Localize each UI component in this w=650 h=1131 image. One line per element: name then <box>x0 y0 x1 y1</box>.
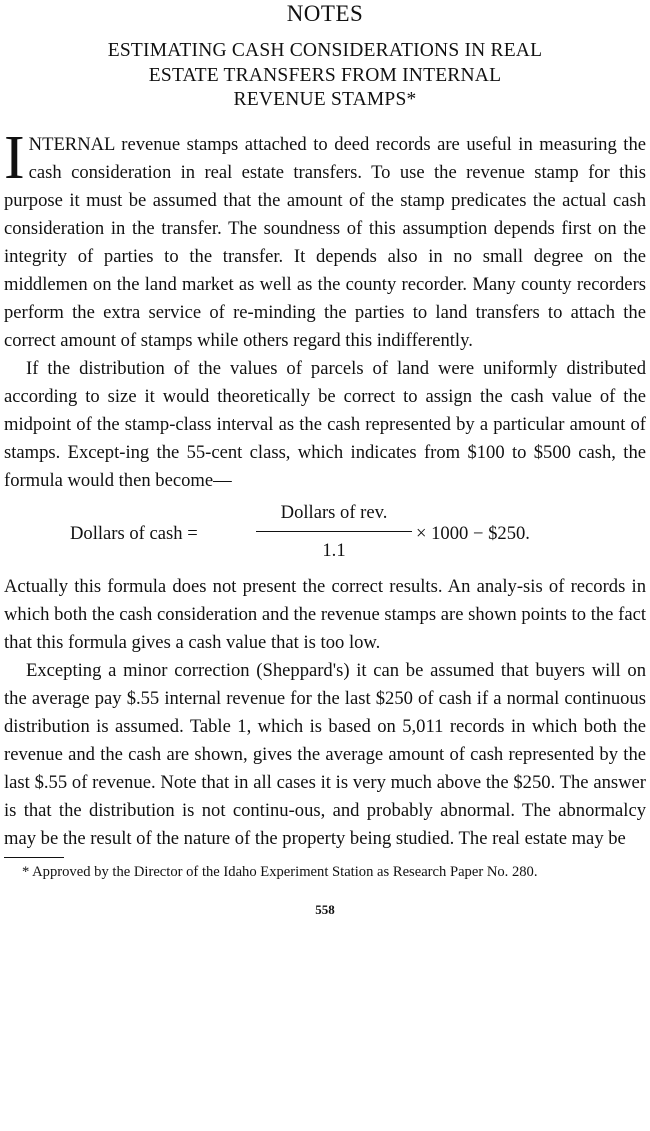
footnote-divider <box>4 857 64 858</box>
paragraph-4: Excepting a minor correction (Sheppard's) it can be assumed that buyers will on the average pay $.55 internal revenue for the last $250 of cash if a normal continuous distribution is assumed. Table 1, which is based on 5,011 records in which both the revenue and the cash are shown, gives the average amount of cash represented by the last $.55 of revenue. Note that in all cases it is very much above the $250. The answer is that the distribution is not continu-ous, and probably abnormal. The abnormalcy may be the result of the nature of the property being studied. The real estate may be <box>4 659 646 849</box>
article-title-line-1: ESTIMATING CASH CONSIDERATIONS IN REAL <box>107 40 543 61</box>
section-heading: NOTES <box>286 1 364 26</box>
drop-cap: I <box>4 123 25 192</box>
formula-lhs: Dollars of cash = <box>70 522 198 544</box>
paragraph-1 <box>4 123 646 355</box>
paragraph-1-text: NTERNAL revenue stamps attached to deed records are useful in measuring the cash consideration in real estate transfers. To use the revenue stamp for this purpose it must be assumed that the amount of the stamp predicates the actual cash consideration in the transfer. The soundness of this assumption depends first on the integrity of parties to the transfer. It depends also in no small degree on the middlemen on the land market as well as the county recorder. Many county recorders perform the extra service of re-minding the parties to land transfers to attach the correct amount of stamps while others regard this indifferently. <box>4 133 646 351</box>
footnote: * Approved by the Director of the Idaho Experiment Station as Research Paper No. 280. <box>22 863 538 880</box>
page-number: 558 <box>315 901 335 917</box>
article-title <box>4 39 646 113</box>
article-title-line-2: ESTATE TRANSFERS FROM INTERNAL <box>148 64 502 86</box>
article-title-line-3: REVENUE STAMPS* <box>233 89 417 110</box>
formula-denominator: 1.1 <box>322 539 346 561</box>
page <box>4 0 646 918</box>
formula-rhs: × 1000 − $250. <box>416 522 530 544</box>
fraction-bar <box>256 531 412 532</box>
formula-numerator: Dollars of rev. <box>280 501 388 523</box>
formula-fraction <box>256 499 412 564</box>
paragraph-2: If the distribution of the values of parcels of land were uniformly distributed according to size it would theoretically be correct to assign the cash value of the midpoint of the stamp-class interval as the cash represented by a particular amount of stamps. Except-ing the 55-cent class, which indicates from $100 to $500 cash, the formula would then become— <box>4 357 646 491</box>
cash-formula <box>4 499 646 573</box>
paragraph-3: Actually this formula does not present the correct results. An analy-sis of records in which both the cash consideration and the revenue stamps are shown points to the fact that this formula gives a cash value that is too low. <box>4 575 646 653</box>
